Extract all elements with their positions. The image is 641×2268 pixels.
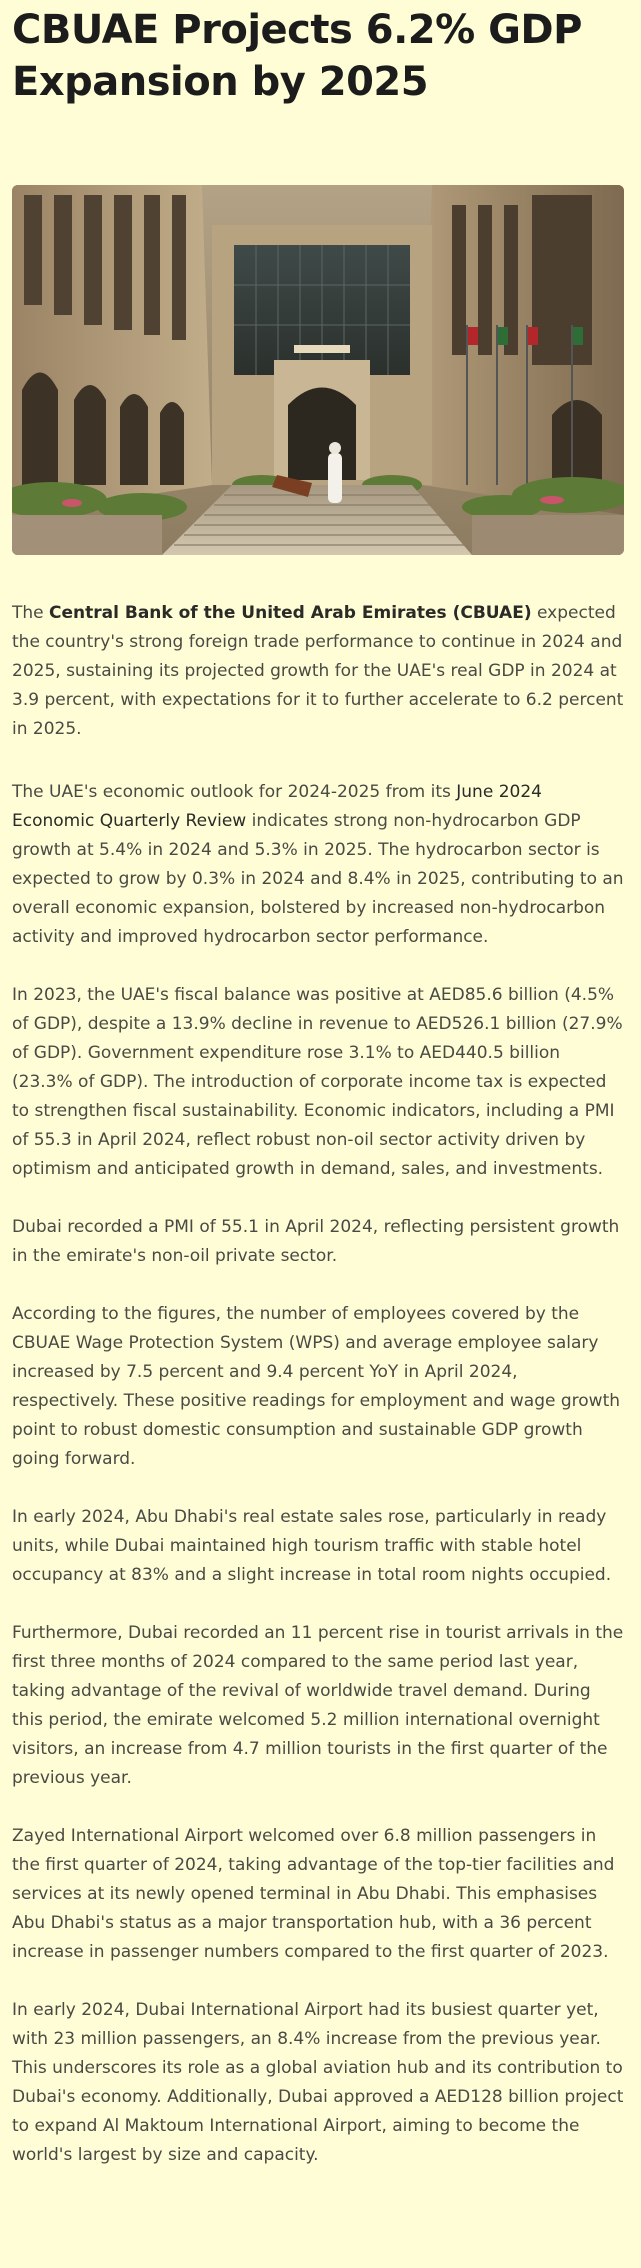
paragraph-3: In 2023, the UAE's fiscal balance was positive at AED85.6 billion (4.5% of GDP), despite a 13.9% decline in revenue to AED526.1 billion (27.9% of GDP). Government expenditure rose 3.1% to AED440.5 billion (23.3% of GDP). The introduction of corporate income tax is expected to strengthen fiscal sustainability. Economic indicators, including a PMI of 55.3 in April 2024, reflect robust non-oil sector activity driven by optimism and anticipated growth in demand, sales, and investments. (12, 985, 623, 1179)
paragraph-2 (12, 778, 624, 952)
paragraph-8: Zayed International Airport welcomed over 6.8 million passengers in the first quarter of 2024, taking advantage of the top-tier facilities and services at its newly opened terminal in Abu Dhabi. This emphasises Abu Dhabi's status as a major transportation hub, with a 36 percent increase in passenger numbers compared to the first quarter of 2023. (12, 1826, 615, 1962)
paragraph-5: According to the figures, the number of employees covered by the CBUAE Wage Protection System (WPS) and average employee salary increased by 7.5 percent and 9.4 percent YoY in April 2024, respectively. These positive readings for employment and wage growth point to robust domestic consumption and sustainable GDP growth going forward. (12, 1304, 621, 1469)
article-body (12, 599, 624, 2199)
paragraph-6: In early 2024, Abu Dhabi's real estate sales rose, particularly in ready units, while Dubai maintained high tourism traffic with stable hotel occupancy at 83% and a slight increase in total room nights occupied. (12, 1507, 612, 1585)
economic-review-link[interactable]: June 2024 Economic Quarterly Review (12, 782, 542, 831)
cbuae-name: Central Bank of the United Arab Emirates (CBUAE) (49, 603, 532, 623)
paragraph-4: Dubai recorded a PMI of 55.1 in April 2024, reflecting persistent growth in the emirate's non-oil private sector. (12, 1217, 620, 1266)
article-title: CBUAE Projects 6.2% GDP Expansion by 2025 (12, 7, 582, 105)
paragraph-2-lead: The UAE's economic outlook for 2024-2025 from its (12, 782, 457, 802)
paragraph-9: In early 2024, Dubai International Airport had its busiest quarter yet, with 23 million passengers, an 8.4% increase from the previous year. This underscores its role as a global aviation hub and its contribution to Dubai's economy. Additionally, Dubai approved a AED128 billion project to expand Al Maktoum International Airport, aiming to become the world's largest by size and capacity. (12, 2000, 624, 2165)
building-photo-icon (12, 185, 624, 555)
paragraph-2-rest: indicates strong non-hydrocarbon GDP growth at 5.4% in 2024 and 5.3% in 2025. The hydrocarbon sector is expected to grow by 0.3% in 2024 and 8.4% in 2025, contributing to an overall economic expansion, bolstered by increased non-hydrocarbon activity and improved hydrocarbon sector performance. (12, 811, 624, 947)
paragraph-1-lead: The (12, 603, 50, 623)
paragraph-1 (12, 599, 624, 744)
paragraph-1-rest: expected the country's strong foreign trade performance to continue in 2024 and 2025, sustaining its projected growth for the UAE's real GDP in 2024 at 3.9 percent, with expectations for it to further accelerate to 6.2 percent in 2025. (12, 603, 624, 739)
paragraph-7: Furthermore, Dubai recorded an 11 percent rise in tourist arrivals in the first three months of 2024 compared to the same period last year, taking advantage of the revival of worldwide travel demand. During this period, the emirate welcomed 5.2 million international overnight visitors, an increase from 4.7 million tourists in the first quarter of the previous year. (12, 1623, 624, 1788)
hero-image (12, 185, 624, 555)
